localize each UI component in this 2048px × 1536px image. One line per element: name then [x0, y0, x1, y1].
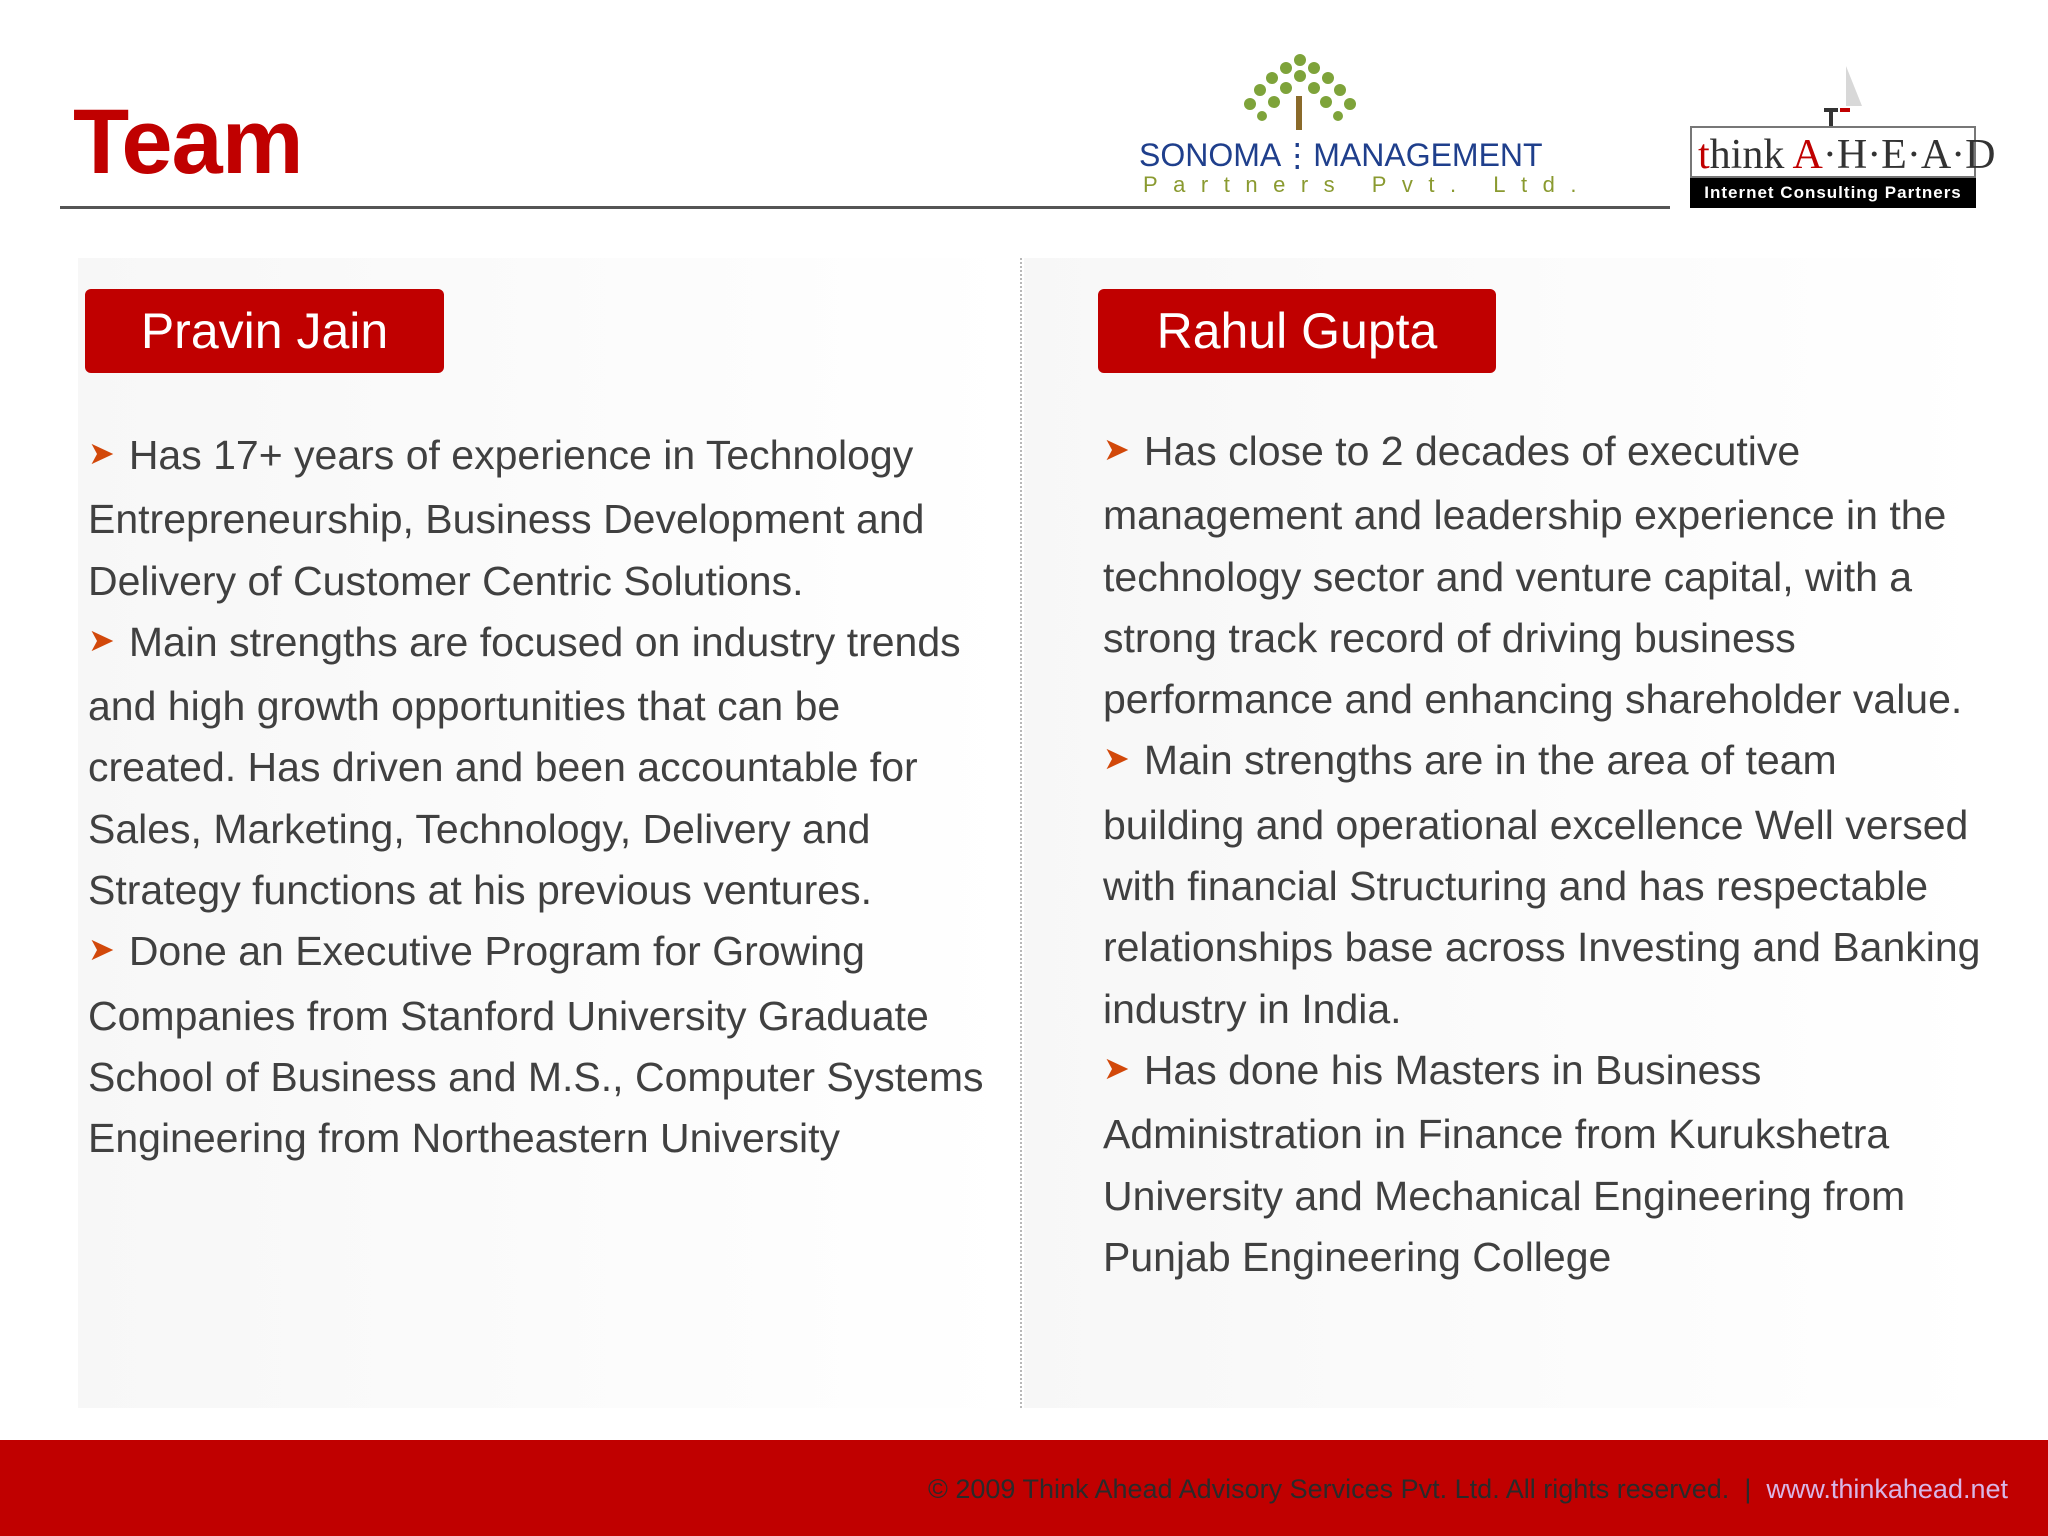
- thinkahead-hink: hink: [1709, 132, 1793, 178]
- copyright-text: © 2009 Think Ahead Advisory Services Pvt. Ltd. All rights reserved.: [927, 1474, 1730, 1504]
- bio-bullet-text: Main strengths are focused on industry trends and high growth opportunities that can be created. Has driven and been accountable for Sales, Marketing, Technology, Delivery and Strategy functions at his previous ventures.: [88, 618, 961, 914]
- arrow-bullet-icon: ➤: [88, 435, 115, 471]
- member-bio: [1103, 421, 1983, 1288]
- arrow-bullet-icon: ➤: [1103, 431, 1130, 467]
- bio-bullet-text: Has 17+ years of experience in Technology Entrepreneurship, Business Development and Delivery of Customer Centric Solutions.: [88, 432, 925, 604]
- title-rule: [60, 206, 1670, 209]
- bio-bullet: [1103, 421, 1983, 730]
- sonoma-subtitle: Partners Pvt. Ltd.: [1143, 172, 1592, 197]
- bio-bullet: [88, 921, 988, 1169]
- bio-bullet: [88, 612, 988, 921]
- arrow-bullet-icon: ➤: [1103, 1049, 1130, 1086]
- bio-bullet: [1103, 1040, 1983, 1288]
- arrow-bullet-icon: ➤: [88, 621, 115, 658]
- bio-bullet-text: Has close to 2 decades of executive management and leadership experience in the technology sector and venture capital, with a strong track record of driving business performance and enhancing shareholder value.: [1103, 428, 1963, 723]
- arrow-bullet-icon: ➤: [1103, 740, 1130, 777]
- member-bio: [88, 425, 988, 1170]
- footer-separator: |: [1744, 1474, 1752, 1504]
- slide-title: Team: [73, 91, 303, 193]
- thinkahead-a: A: [1792, 132, 1823, 178]
- thinkahead-head: ·H·E·A·D: [1822, 132, 1996, 178]
- member-name-tab: Rahul Gupta: [1098, 289, 1496, 373]
- thinkahead-logo: [1690, 66, 1996, 212]
- bio-bullet-text: Done an Executive Program for Growing Companies from Stanford University Graduate School of Business and M.S., Computer Systems Engineering from Northeastern University: [88, 928, 984, 1162]
- thinkahead-tagline: Internet Consulting Partners: [1690, 178, 1976, 208]
- bio-bullet: [88, 425, 988, 612]
- bio-bullet-text: Main strengths are in the area of team building and operational excellence Well versed with financial Structuring and has respectable relationships base across Investing and Banking industry in India.: [1103, 737, 1981, 1032]
- member-name-tab: Pravin Jain: [85, 289, 444, 373]
- bio-bullet-text: Has done his Masters in Business Administration in Finance from Kurukshetra University and Mechanical Engineering from Punjab Engineering College: [1103, 1046, 1906, 1280]
- arrow-bullet-icon: ➤: [88, 931, 115, 968]
- website-link[interactable]: www.thinkahead.net: [1766, 1474, 2008, 1504]
- thinkahead-wordmark: [1698, 134, 1995, 176]
- column-divider: [1020, 258, 1022, 1408]
- sonoma-name: SONOMA⋮MANAGEMENT: [1139, 137, 1543, 173]
- footer-text: [928, 1474, 2008, 1505]
- thinkahead-t: t: [1698, 132, 1710, 178]
- sonoma-logo: [1135, 52, 1592, 197]
- thinkahead-mark-icon: [1822, 66, 1862, 128]
- tree-icon: [1230, 52, 1370, 132]
- bio-bullet: [1103, 730, 1983, 1039]
